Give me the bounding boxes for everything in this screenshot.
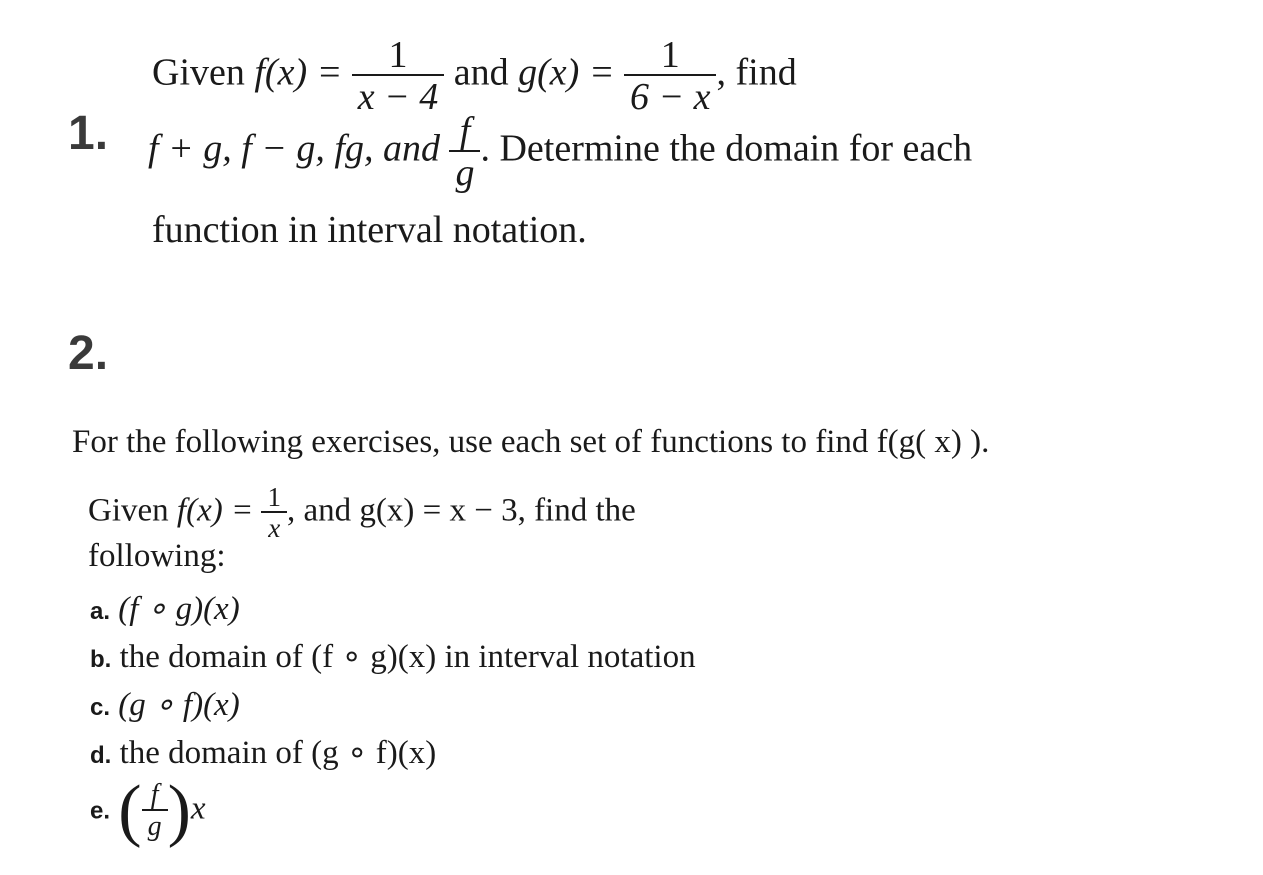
item-text: the domain of (g ∘ f)(x) bbox=[119, 735, 437, 771]
list-item-a bbox=[90, 588, 240, 628]
problem-number-2: 2. bbox=[68, 327, 109, 380]
g-definition-lhs: g(x) = bbox=[518, 51, 615, 94]
item-label: b. bbox=[90, 646, 112, 673]
g-denominator: 6 − x bbox=[624, 74, 717, 116]
f-fraction bbox=[261, 484, 287, 542]
item-label: e. bbox=[90, 797, 111, 825]
f-numerator: 1 bbox=[267, 482, 281, 512]
problem-1-line-1 bbox=[152, 36, 797, 116]
list-item-d bbox=[90, 732, 436, 772]
item-text: (f ∘ g)(x) bbox=[118, 591, 240, 627]
quotient-denominator: g bbox=[142, 809, 168, 841]
quotient-denominator: g bbox=[449, 150, 480, 192]
operations-list: f + g, f − g, fg, and bbox=[148, 127, 440, 170]
g-numerator: 1 bbox=[660, 34, 680, 76]
problem-1-line-3: function in interval notation. bbox=[152, 209, 587, 251]
right-paren: ) bbox=[167, 772, 191, 849]
following-label: following: bbox=[88, 538, 226, 574]
list-item-c bbox=[90, 684, 240, 724]
exercise-intro: For the following exercises, use each set of functions to find f(g( x) ). bbox=[72, 424, 990, 460]
item-label: a. bbox=[90, 598, 111, 625]
given-rest: , and g(x) = x − 3, find the bbox=[286, 492, 636, 529]
item-text: (g ∘ f)(x) bbox=[118, 687, 240, 723]
item-label: c. bbox=[90, 694, 111, 721]
given-label: Given bbox=[152, 51, 245, 94]
and-label: and bbox=[453, 51, 509, 94]
f-denominator: x − 4 bbox=[352, 74, 445, 116]
quotient-fraction bbox=[142, 781, 168, 841]
quotient-fraction bbox=[449, 112, 480, 192]
f-definition-lhs: f(x) = bbox=[254, 51, 343, 94]
determine-text: . Determine the domain for each bbox=[480, 127, 973, 170]
list-item-e bbox=[90, 772, 206, 849]
list-item-b bbox=[90, 636, 696, 676]
quotient-numerator: f bbox=[459, 110, 471, 152]
f-fraction bbox=[352, 36, 445, 116]
g-fraction bbox=[624, 36, 717, 116]
f-definition-lhs: f(x) = bbox=[176, 492, 254, 529]
left-paren: ( bbox=[118, 772, 142, 849]
item-label: d. bbox=[90, 742, 112, 769]
quotient-numerator: f bbox=[150, 779, 159, 810]
find-label: , find bbox=[716, 51, 797, 94]
item-suffix: x bbox=[190, 790, 206, 827]
f-numerator: 1 bbox=[388, 34, 408, 76]
problem-2-given-line bbox=[88, 484, 636, 542]
problem-1-line-2 bbox=[148, 112, 972, 192]
given-label: Given bbox=[88, 492, 169, 529]
f-denominator: x bbox=[261, 511, 287, 542]
item-text: the domain of (f ∘ g)(x) in interval notation bbox=[119, 639, 696, 675]
problem-number-1: 1. bbox=[68, 107, 109, 160]
